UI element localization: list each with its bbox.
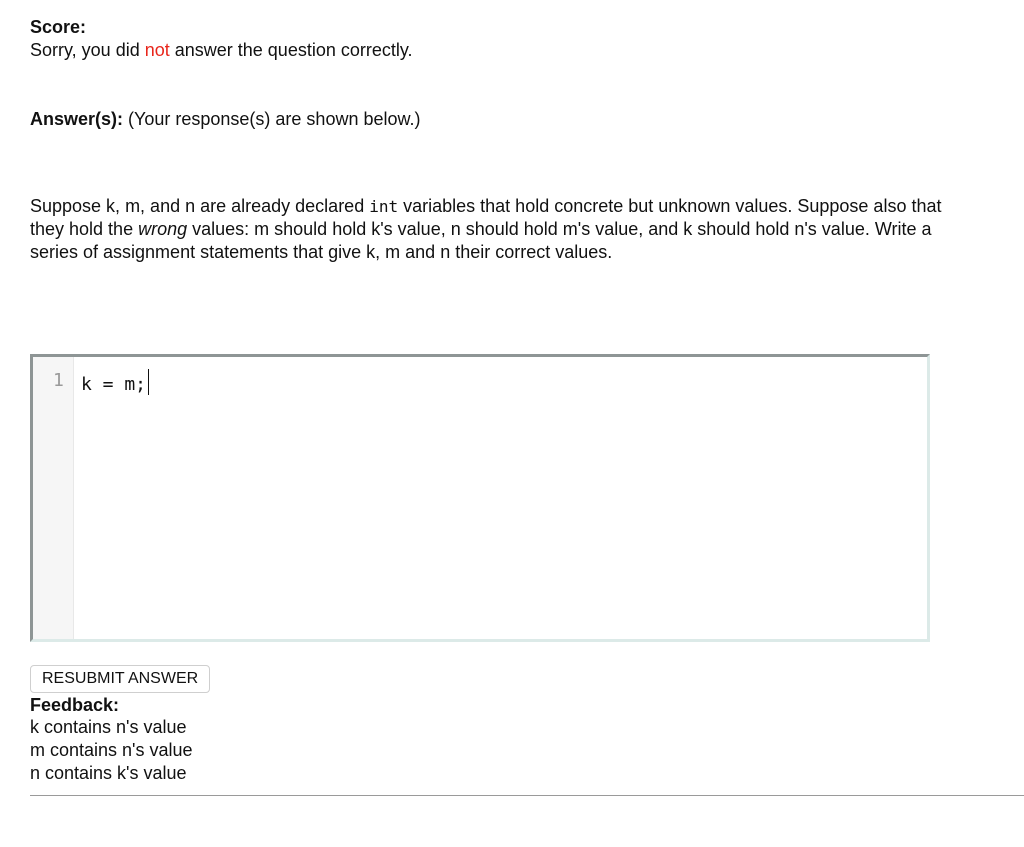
answers-note: (Your response(s) are shown below.) <box>123 109 421 129</box>
score-message <box>30 39 413 61</box>
code-text: k = m; <box>81 374 147 395</box>
code-editor[interactable] <box>30 354 930 642</box>
score-message-start: Sorry, you did <box>30 40 145 60</box>
score-label: Score: <box>30 17 87 37</box>
feedback-item: m contains n's value <box>30 740 193 760</box>
question-line-2 <box>30 218 1024 241</box>
question-text <box>30 195 1024 264</box>
question-line-1-end: variables that hold concrete but unknown values. Suppose also that <box>398 196 942 216</box>
question-line-1 <box>30 195 1024 218</box>
score-message-not: not <box>144 40 170 60</box>
question-line-2-start: they hold the <box>30 219 139 239</box>
code-line[interactable] <box>81 369 149 397</box>
line-number: 1 <box>53 370 64 391</box>
resubmit-answer-button[interactable]: RESUBMIT ANSWER <box>30 665 210 693</box>
answers-heading <box>30 108 421 130</box>
text-caret <box>148 369 149 395</box>
feedback-list <box>30 716 193 785</box>
feedback-item: n contains k's value <box>30 763 187 783</box>
question-int-keyword: int <box>369 197 399 216</box>
question-line-3: series of assignment statements that give k, m and n their correct values. <box>30 242 613 262</box>
feedback-label: Feedback: <box>30 695 120 715</box>
question-line-1-start: Suppose k, m, and n are already declared <box>30 196 370 216</box>
editor-gutter <box>33 357 74 639</box>
bottom-divider <box>30 795 1024 796</box>
score-message-end: answer the question correctly. <box>169 40 413 60</box>
feedback-item: k contains n's value <box>30 717 187 737</box>
question-line-2-end: values: m should hold k's value, n should hold m's value, and k should hold n's value. Write a <box>187 219 932 239</box>
answers-label: Answer(s): <box>30 109 124 129</box>
question-wrong-emphasis: wrong <box>138 219 188 239</box>
